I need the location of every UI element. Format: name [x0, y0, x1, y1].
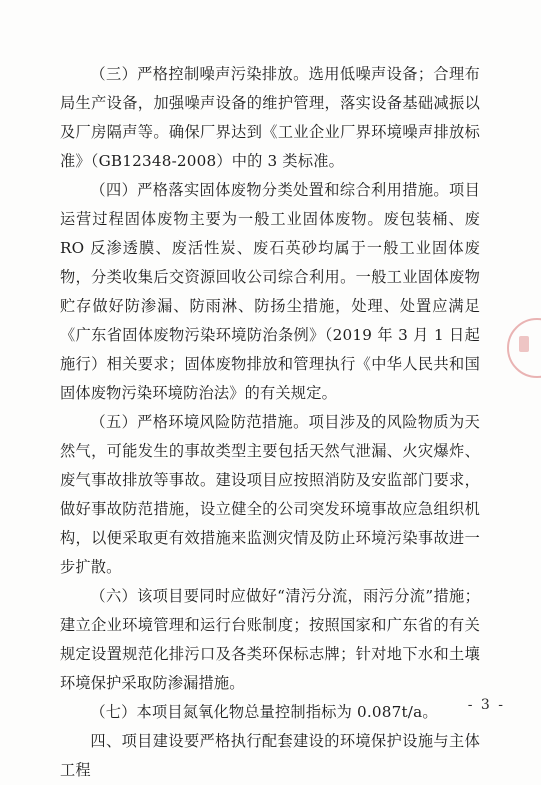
paragraph-drainage-management: （六）该项目要同时应做好“清污分流，雨污分流”措施；建立企业环境管理和运行台账制度；按照国家和广东省的有关规定设置规范化排污口及各类环保标志牌；针对地下水和土壤环境保护采取防渗漏措施。	[60, 587, 480, 692]
paragraph-noise-control: （三）严格控制噪声污染排放。选用低噪声设备；合理布局生产设备，加强噪声设备的维护管理，落实设备基础减振以及厂房隔声等。确保厂界达到《工业企业厂界环境噪声排放标准》（GB12348-2008）中的 3 类标准。	[60, 65, 480, 170]
paragraph-nox-total-control: （七）本项目氮氧化物总量控制指标为 0.087t/a。	[90, 703, 438, 721]
page-number: - 3 -	[467, 697, 505, 713]
paragraph-risk-prevention: （五）严格环境风险防范措施。项目涉及的风险物质为天然气，可能发生的事故类型主要包括天然气泄漏、火灾爆炸、废气事故排放等事故。建设项目应按照消防及安监部门要求，做好事故防范措施，设立健全的公司突发环境事故应急组织机构，以便采取更有效措施来监测灾情及防止环境污染事故进一步扩散。	[60, 413, 480, 576]
document-body	[60, 60, 480, 785]
paragraph-solid-waste: （四）严格落实固体废物分类处置和综合利用措施。项目运营过程固体废物主要为一般工业固体废物。废包装桶、废 RO 反渗透膜、废活性炭、废石英砂均属于一般工业固体废物，分类收集后交资源回收公司综合利用。一般工业固体废物贮存做好防渗漏、防雨淋、防扬尘措施，处理、处置应满足《广东省固体废物污染环境防治条例》（2019 年 3 月 1 日起施行）相关要求；固体废物排放和管理执行《中华人民共和国固体废物污染环境防治法》的有关规定。	[60, 181, 480, 402]
red-seal-edge	[507, 318, 541, 378]
paragraph-section-four: 四、项目建设要严格执行配套建设的环境保护设施与主体工程	[60, 732, 480, 779]
